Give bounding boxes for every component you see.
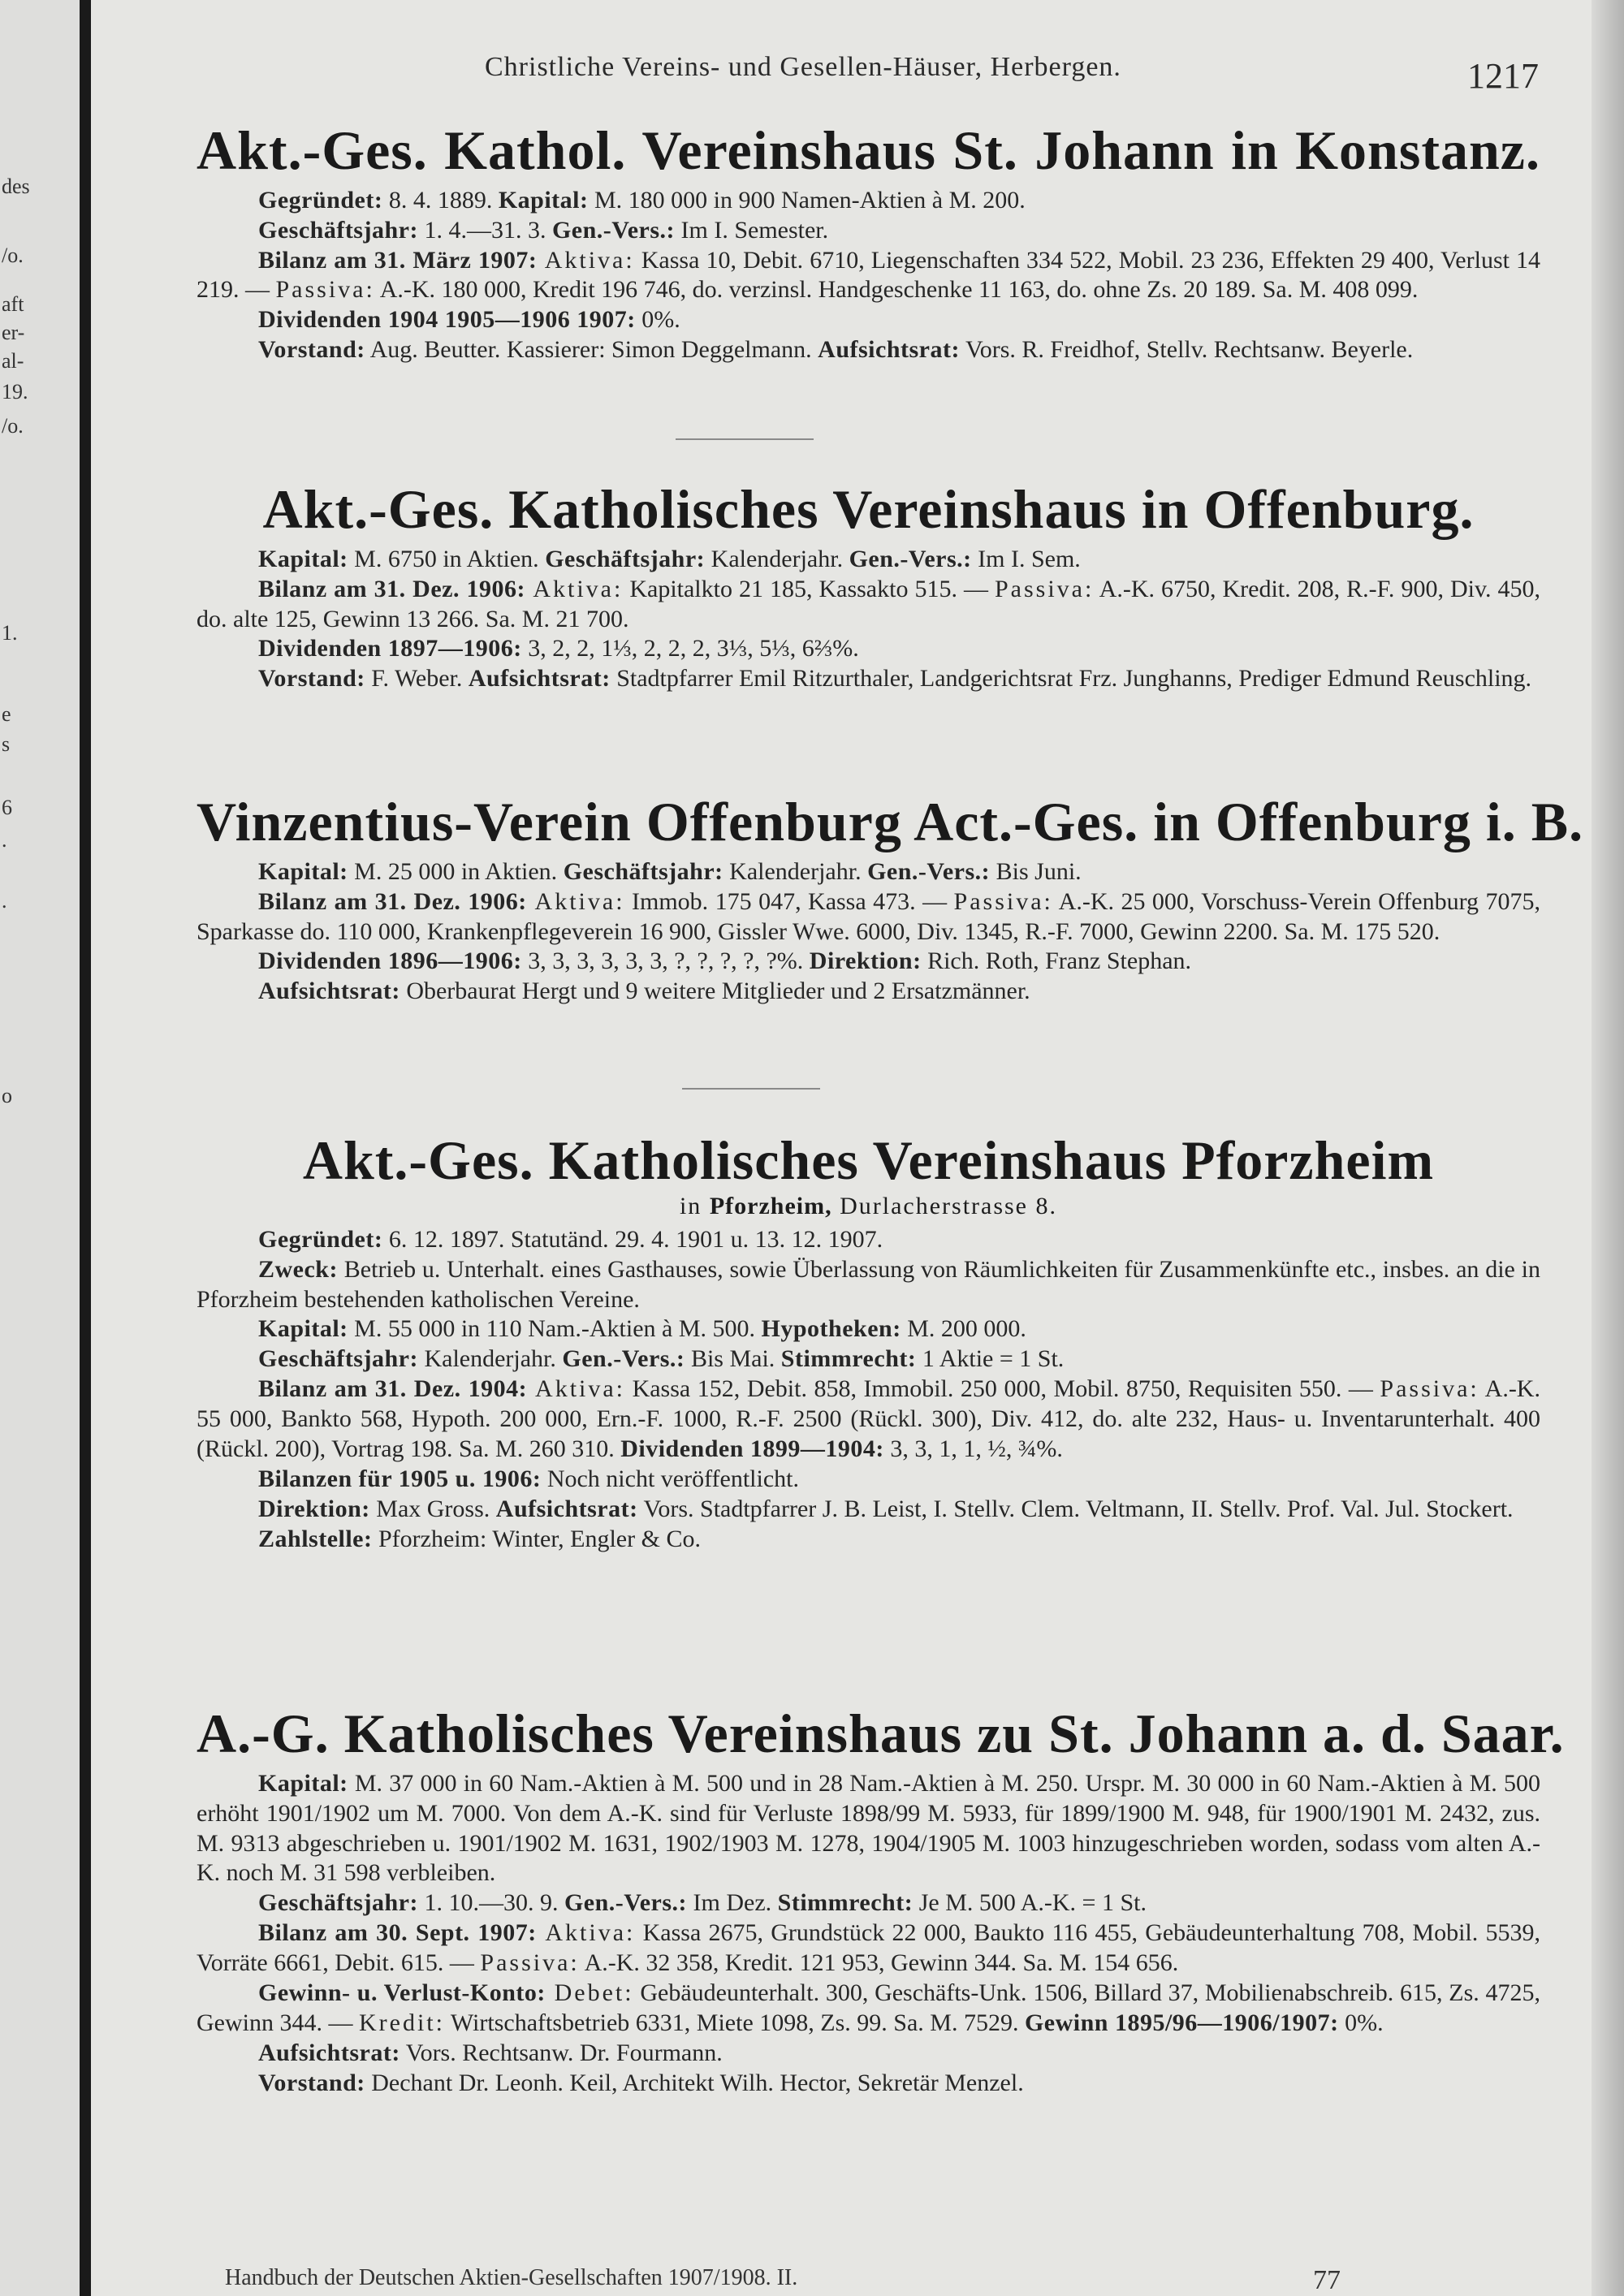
page-shadow [1592, 0, 1624, 2296]
field-label: Vorstand: [258, 336, 365, 364]
balance-side-label: Aktiva: [536, 1919, 636, 1947]
entry-paragraph [197, 216, 1540, 246]
company-entry-pforzheim [197, 1130, 1540, 1555]
running-head: Christliche Vereins- und Gesellen-Häuser, Herbergen. [485, 52, 1121, 82]
entry-title: A.-G. Katholisches Vereinshaus zu St. Johann a. d. Saar. [197, 1703, 1565, 1764]
field-text: Im I. Sem. [971, 545, 1081, 572]
field-text: Bis Mai. [685, 1345, 781, 1373]
field-label: Aufsichtsrat: [258, 978, 400, 1005]
entry-paragraph [197, 335, 1540, 365]
field-text: Noch nicht veröffentlicht. [541, 1465, 799, 1492]
field-label: Gen.-Vers.: [562, 1345, 685, 1373]
field-text: 6. 12. 1897. Statutänd. 29. 4. 1901 u. 13. 12. 1907. [382, 1225, 883, 1253]
margin-fragment: o [2, 1084, 12, 1107]
field-label: Bilanz am 31. Dez. 1906: [258, 575, 525, 602]
field-label: Stimmrecht: [777, 1889, 914, 1917]
field-text: Kalenderjahr. [417, 1345, 563, 1373]
field-text: 8. 4. 1889. [382, 186, 499, 214]
field-label: Bilanzen für 1905 u. 1906: [258, 1465, 542, 1492]
field-text: A.-K. 32 358, Kredit. 121 953, Gewinn 344. Sa. M. 154 656. [579, 1949, 1179, 1977]
field-text: Bis Juni. [990, 857, 1082, 885]
field-text: M. 37 000 in 60 Nam.-Aktien à M. 500 und in 28 Nam.-Aktien à M. 250. Urspr. M. 30 000 in 60 Nam.-Aktien à M. 500 erhöht 1901/1902 um M. 7000. Von dem A.-K. sind für Verluste 1898/99 M. 5933, für 1899/1900 M. 948, für 1900/1901 M. 2432, zus. M. 9313 abgeschrieben u. 1901/1902 M. 1631, 1902/1903 M. 1278, 1904/1905 M. 1003 hinzugeschrieben worden, sodass vom alten A.-K. noch M. 31 598 verbleiben. [197, 1769, 1540, 1887]
field-text: Je M. 500 A.-K. = 1 St. [913, 1889, 1147, 1917]
field-text: Vors. Rechtsanw. Dr. Fourmann. [400, 2039, 723, 2066]
field-text: Wirtschaftsbetrieb 6331, Miete 1098, Zs. 99. Sa. M. 7529. [444, 2009, 1025, 2036]
entry-body [197, 1225, 1540, 1555]
field-label: Dividenden 1897—1906: [258, 635, 522, 662]
entry-title: Akt.-Ges. Kathol. Vereinshaus St. Johann in Konstanz. [197, 119, 1540, 181]
field-text: Gebäudeunterhalt. 300, Geschäfts-Unk. 1506, Billard 37, Mobilienabschreib. 615, Zs. 4725, Gewinn 344. — [197, 1979, 1540, 2036]
balance-side-label: Debet: [545, 1979, 634, 2007]
balance-side-label: Aktiva: [526, 887, 625, 915]
margin-fragment: e [2, 702, 11, 726]
field-text: M. 6750 in Aktien. [348, 545, 546, 572]
field-text: Stadtpfarrer Emil Ritzurthaler, Landgerichtsrat Frz. Junghanns, Prediger Edmund Reuschling. [610, 665, 1532, 693]
entry-paragraph [197, 1495, 1540, 1525]
field-text: Kapitalkto 21 185, Kassakto 515. — [623, 575, 995, 602]
field-text: Im I. Semester. [675, 216, 829, 244]
field-text: Vors. R. Freidhof, Stellv. Rechtsanw. Beyerle. [959, 336, 1414, 364]
field-text: Max Gross. [369, 1495, 496, 1522]
entry-paragraph [197, 575, 1540, 635]
field-label: Geschäftsjahr: [258, 1345, 418, 1373]
company-entry-offenburg [197, 479, 1540, 694]
field-text: Kalenderjahr. [723, 857, 868, 885]
field-label: Bilanz am 31. Dez. 1904: [258, 1375, 528, 1403]
field-label: Geschäftsjahr: [545, 545, 706, 572]
margin-fragment: 6 [2, 796, 12, 819]
field-label: Hypotheken: [761, 1315, 901, 1343]
field-text: 1. 10.—30. 9. [417, 1889, 564, 1917]
field-label: Geschäftsjahr: [563, 857, 723, 885]
balance-side-label: Aktiva: [525, 575, 624, 602]
field-label: Gen.-Vers.: [849, 545, 972, 572]
entry-paragraph [197, 305, 1540, 335]
entry-paragraph [197, 246, 1540, 306]
page-footer: Handbuch der Deutschen Aktien-Gesellschaften 1907/1908. II. [225, 2265, 798, 2290]
entry-paragraph [197, 977, 1540, 1007]
entry-paragraph [197, 2069, 1540, 2099]
field-label: Dividenden 1899—1904: [620, 1435, 884, 1463]
field-label: Bilanz am 30. Sept. 1907: [258, 1919, 537, 1947]
field-text: A.-K. 180 000, Kredit 196 746, do. verzinsl. Handgeschenke 11 163, do. ohne Zs. 20 189. Sa. M. 408 099. [374, 276, 1419, 304]
entry-body [197, 545, 1540, 694]
field-label: Gewinn 1895/96—1906/1907: [1024, 2009, 1339, 2036]
entry-paragraph [197, 1375, 1540, 1465]
balance-side-label: Aktiva: [537, 246, 635, 274]
section-divider [676, 438, 814, 440]
address-street: Durlacherstrasse 8. [831, 1192, 1058, 1219]
field-label: Gewinn- u. Verlust-Konto: [258, 1979, 546, 2007]
field-label: Aufsichtsrat: [495, 1495, 638, 1522]
field-text: Oberbaurat Hergt und 9 weitere Mitglieder und 2 Ersatzmänner. [400, 978, 1030, 1005]
field-label: Stimmrecht: [780, 1345, 917, 1373]
field-label: Kapital: [258, 545, 348, 572]
field-label: Zweck: [258, 1255, 338, 1283]
entry-paragraph [197, 1314, 1540, 1344]
entry-paragraph [197, 545, 1540, 575]
field-text: F. Weber. [365, 665, 469, 693]
field-text: Aug. Beutter. Kassierer: Simon Deggelmann. [365, 336, 818, 364]
margin-fragment: /o. [2, 244, 24, 267]
book-page [91, 0, 1592, 2296]
field-text: 3, 2, 2, 1⅓, 2, 2, 2, 3⅓, 5⅓, 6⅔%. [521, 635, 859, 662]
entry-paragraph [197, 1255, 1540, 1315]
field-label: Vorstand: [258, 2069, 365, 2096]
balance-side-label: Aktiva: [527, 1375, 626, 1403]
field-text: Rich. Roth, Franz Stephan. [921, 947, 1192, 975]
margin-fragment: s [2, 732, 11, 756]
field-label: Kapital: [258, 1315, 348, 1343]
field-text: A.-K. 55 000, Bankto 568, Hypoth. 200 000, Ern.-F. 1000, R.-F. 2500 (Rückl. 300), Div. 412, do. alte 232, Haus- u. Inventarunterhalt. 400 (Rückl. 200), Vortrag 198. Sa. M. 260 310. [197, 1375, 1540, 1463]
margin-fragment: . [2, 889, 7, 913]
field-label: Dividenden 1896—1906: [258, 947, 522, 975]
field-text: 3, 3, 3, 3, 3, 3, ?, ?, ?, ?, ?%. [521, 947, 810, 975]
address-place: Pforzheim, [709, 1192, 832, 1219]
field-label: Kapital: [258, 857, 348, 885]
margin-fragment: aft [2, 292, 24, 316]
field-text: Vors. Stadtpfarrer J. B. Leist, I. Stellv. Clem. Veltmann, II. Stellv. Prof. Val. Jul. Stockert. [637, 1495, 1514, 1522]
field-text: A.-K. 6750, Kredit. 208, R.-F. 900, Div. 450, do. alte 125, Gewinn 13 266. Sa. M. 21 700. [197, 575, 1540, 632]
entry-paragraph [197, 1918, 1540, 1979]
field-text: M. 180 000 in 900 Namen-Aktien à M. 200. [588, 186, 1026, 214]
company-entry-st-johann-saar [197, 1703, 1565, 2099]
field-label: Bilanz am 31. März 1907: [258, 246, 538, 274]
field-text: M. 55 000 in 110 Nam.-Aktien à M. 500. [348, 1315, 762, 1343]
margin-fragment: /o. [2, 414, 24, 438]
field-text: 1 Aktie = 1 St. [916, 1345, 1065, 1373]
field-label: Direktion: [258, 1495, 370, 1522]
field-text: 3, 3, 1, 1, ½, ¾%. [883, 1435, 1063, 1463]
field-label: Kapital: [258, 1769, 348, 1797]
entry-title: Vinzentius-Verein Offenburg Act.-Ges. in Offenburg i. B. [197, 791, 1584, 852]
company-entry-vinzentius [197, 791, 1584, 1007]
field-text: 0%. [1338, 2009, 1384, 2036]
entry-body [197, 1769, 1540, 2099]
field-label: Gen.-Vers.: [551, 216, 676, 244]
field-label: Direktion: [809, 947, 922, 975]
field-text: Kassa 152, Debit. 858, Immobil. 250 000, Mobil. 8750, Requisiten 550. — [625, 1375, 1380, 1403]
field-label: Dividenden 1904 1905—1906 1907: [258, 306, 636, 334]
entry-address [197, 1193, 1540, 1220]
entry-paragraph [197, 1979, 1540, 2039]
binding-gutter [80, 0, 91, 2296]
entry-paragraph [197, 186, 1540, 216]
entry-paragraph [197, 1888, 1540, 1918]
field-text: Immob. 175 047, Kassa 473. — [624, 887, 954, 915]
field-label: Zahlstelle: [258, 1525, 373, 1552]
field-text: 0%. [635, 306, 680, 334]
entry-paragraph [197, 947, 1540, 977]
entry-paragraph [197, 1769, 1540, 1889]
facing-page-edge [0, 0, 80, 2296]
field-label: Geschäftsjahr: [258, 1889, 418, 1917]
entry-body [197, 186, 1540, 365]
field-text: Betrieb u. Unterhalt. eines Gasthauses, sowie Überlassung von Räumlichkeiten für Zusammenkünfte etc., insbes. an die in Pforzheim bestehenden katholischen Vereine. [197, 1255, 1540, 1313]
field-label: Gegründet: [258, 1225, 383, 1253]
balance-side-label: Kredit: [358, 2009, 445, 2036]
balance-side-label: Passiva: [480, 1949, 580, 1977]
field-text: A.-K. 25 000, Vorschuss-Verein Offenburg 7075, Sparkasse do. 110 000, Krankenpflegeverein 16 900, Gissler Wwe. 6000, Div. 1345, R.-F. 7000, Gewinn 2200. Sa. M. 175 520. [197, 887, 1540, 945]
address-prefix: in [679, 1192, 710, 1219]
entry-paragraph [197, 887, 1540, 947]
field-label: Bilanz am 31. Dez. 1906: [258, 887, 527, 915]
entry-paragraph [197, 2039, 1540, 2069]
margin-fragment: er- [2, 321, 25, 344]
balance-side-label: Passiva: [953, 887, 1053, 915]
field-label: Aufsichtsrat: [258, 2039, 400, 2066]
entry-paragraph [197, 1465, 1540, 1495]
entry-paragraph [197, 857, 1540, 887]
entry-title: Akt.-Ges. Katholisches Vereinshaus Pforzheim [302, 1129, 1435, 1191]
margin-fragment: 1. [2, 621, 18, 645]
field-text: Kassa 10, Debit. 6710, Liegenschaften 334 522, Mobil. 23 236, Effekten 29 400, Verlust 14 219. — [197, 246, 1540, 304]
entry-title: Akt.-Ges. Katholisches Vereinshaus in Offenburg. [262, 478, 1475, 540]
entry-paragraph [197, 1344, 1540, 1375]
field-text: Dechant Dr. Leonh. Keil, Architekt Wilh. Hector, Sekretär Menzel. [365, 2069, 1024, 2096]
field-label: Gen.-Vers.: [867, 857, 991, 885]
field-text: Kalenderjahr. [705, 545, 849, 572]
field-label: Gen.-Vers.: [564, 1889, 688, 1917]
balance-side-label: Passiva: [275, 276, 375, 304]
field-text: 1. 4.—31. 3. [417, 216, 552, 244]
field-label: Geschäftsjahr: [258, 216, 418, 244]
field-text: Kassa 2675, Grundstück 22 000, Baukto 116 455, Gebäudeunterhaltung 708, Mobil. 5539, Vorräte 6661, Debit. 615. — [197, 1919, 1540, 1977]
field-label: Vorstand: [258, 665, 365, 693]
field-text: M. 200 000. [901, 1315, 1026, 1343]
entry-paragraph [197, 664, 1540, 694]
entry-body [197, 857, 1540, 1007]
margin-fragment: des [2, 175, 30, 198]
signature-mark: 77 [1313, 2265, 1341, 2295]
page-number: 1217 [1467, 56, 1539, 96]
margin-fragment: . [2, 828, 7, 852]
field-text: Im Dez. [687, 1889, 778, 1917]
margin-fragment: 19. [2, 380, 28, 404]
balance-side-label: Passiva: [1380, 1375, 1479, 1403]
section-divider [682, 1088, 820, 1090]
field-label: Gegründet: [258, 186, 383, 214]
field-text: Pforzheim: Winter, Engler & Co. [372, 1525, 701, 1552]
entry-paragraph [197, 1225, 1540, 1255]
entry-paragraph [197, 1525, 1540, 1555]
field-label: Kapital: [498, 186, 589, 214]
field-label: Aufsichtsrat: [818, 336, 960, 364]
field-text: M. 25 000 in Aktien. [348, 857, 564, 885]
balance-side-label: Passiva: [994, 575, 1095, 602]
company-entry-konstanz [197, 120, 1540, 365]
field-label: Aufsichtsrat: [468, 665, 611, 693]
margin-fragment: al- [2, 349, 24, 373]
entry-paragraph [197, 634, 1540, 664]
